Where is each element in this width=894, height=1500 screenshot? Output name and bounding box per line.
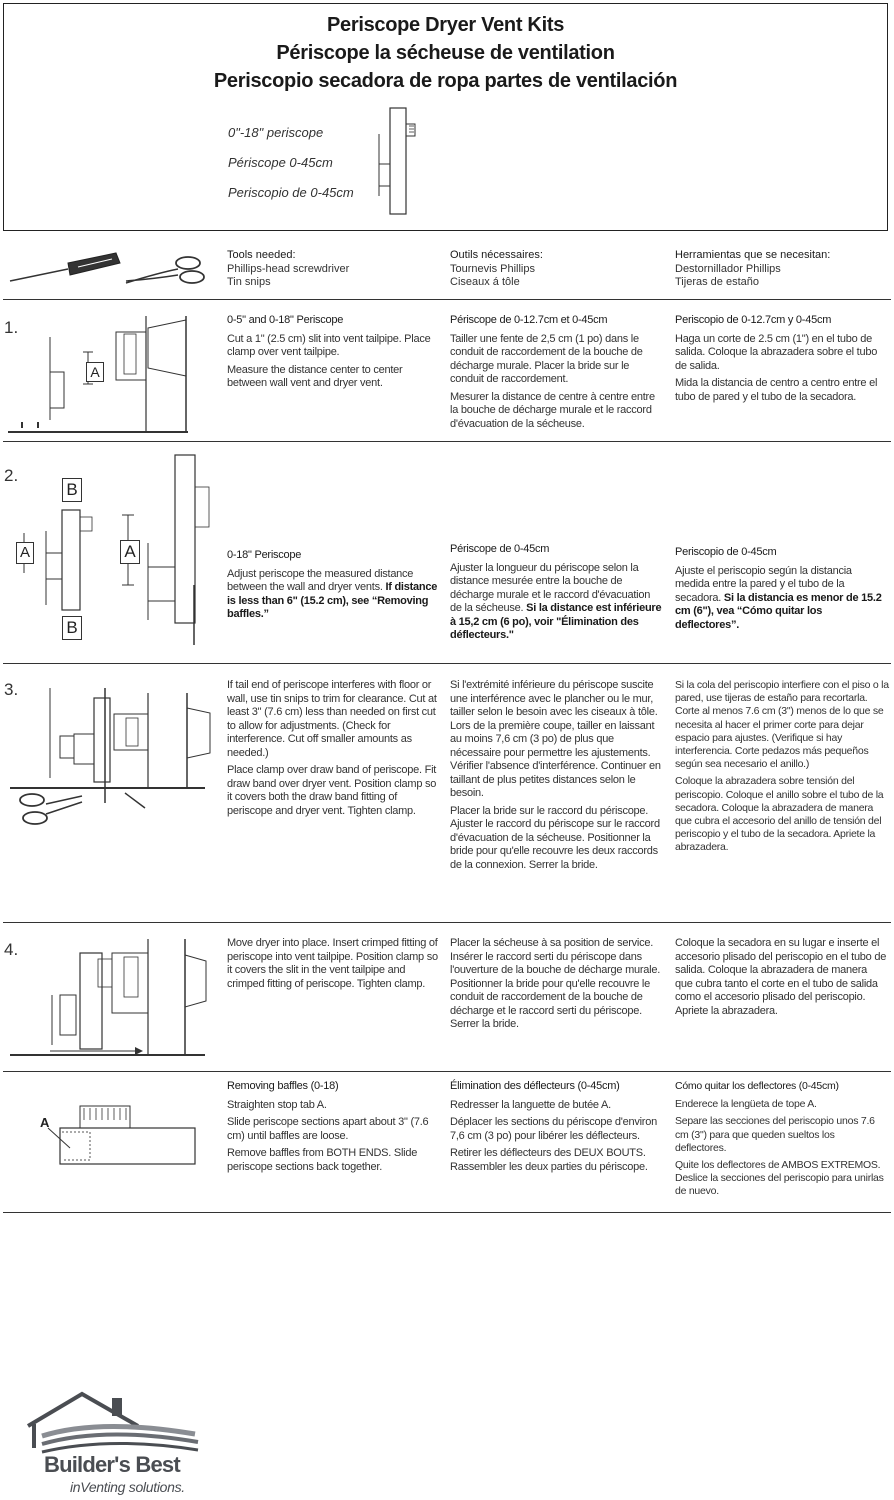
house-logo-icon	[20, 1388, 200, 1458]
step-text	[450, 562, 664, 643]
baffles-english	[227, 1080, 439, 1178]
step1-english	[227, 314, 439, 395]
title-english: Periscope Dryer Vent Kits	[326, 14, 565, 36]
tools-spanish	[675, 249, 889, 290]
step-heading: 0-5" and 0-18" Periscope	[227, 314, 344, 326]
step-text: Placer la sécheuse à sa position de service. Insérer le raccord serti du périscope dans l'ouverture de la bouche de décharge murale. Positionner la bride pour qu'elle recouvre le conduit de raccordement de la bouche de décharge et le raccord serti du périscope. Serrer la bride.	[450, 937, 661, 1030]
tool-item: Tijeras de estaño	[675, 276, 759, 288]
step-text: Cut a 1" (2.5 cm) slit into vent tailpipe. Place clamp over vent tailpipe.	[227, 332, 431, 358]
step3-french	[450, 679, 664, 876]
step-text: Retirer les déflecteurs des DEUX BOUTS. Rassembler les deux parties du périscope.	[450, 1147, 648, 1173]
step-text: Déplacer les sections du périscope d'environ 7,6 cm (3 po) pour libérer les déflecteurs.	[450, 1116, 657, 1142]
tool-item: Destornillador Phillips	[675, 262, 781, 275]
step-heading: Périscope de 0-45cm	[450, 543, 550, 555]
tools-heading: Herramientas que se necesitan:	[675, 249, 831, 261]
divider	[3, 441, 891, 442]
step2-spanish	[675, 546, 887, 636]
section-heading: Removing baffles (0-18)	[227, 1080, 339, 1092]
brand-tagline: inVenting solutions.	[70, 1479, 185, 1495]
step-warning: Si la distancia es menor de 15.2 cm (6"), vea “Cómo quitar los deflectores”.	[675, 591, 882, 631]
step3-spanish	[675, 679, 889, 859]
step1-french	[450, 314, 664, 435]
dimension-label-b: B	[62, 616, 82, 640]
step-heading: Periscopio de 0-12.7cm y 0-45cm	[675, 314, 832, 326]
periscope-overview-illustration	[374, 104, 424, 219]
step2-english	[227, 549, 439, 626]
step-number: 3.	[4, 680, 19, 699]
step-text: Si la cola del periscopio interfiere con el piso o la pared, use tijeras de estaño para recortarla. Corte al menos 7.6 cm (3") menos de lo que se necesita al hacer el primer corte para dejar espacio para ajustes. (Verifique si hay interferencia. Corte pedazos más pequeños según sea necesario el anillo.)	[675, 679, 889, 771]
step-text: Mida la distancia de centro a centro entre el tubo de pared y el tubo de la secadora.	[675, 377, 878, 403]
tool-item: Ciseaux á tôle	[450, 276, 520, 288]
tools-heading: Tools needed:	[227, 249, 296, 261]
divider	[3, 663, 891, 664]
step-text: Slide periscope sections apart about 3" (7.6 cm) until baffles are loose.	[227, 1116, 429, 1142]
step-number: 2.	[4, 466, 19, 485]
step-text: Tailler une fente de 2,5 cm (1 po) dans le conduit de raccordement de la bouche de décharge murale. Placer la bride sur le conduit de raccordement.	[450, 332, 643, 385]
step-text: Place clamp over draw band of periscope. Fit draw band over dryer vent. Position clamp so it covers both the draw band fitting of periscope and dryer vent. Tighten clamp.	[227, 764, 437, 817]
step4-english	[227, 937, 441, 995]
dimension-label-a: A	[120, 540, 140, 564]
step4-illustration	[10, 935, 210, 1060]
step-number: 1.	[4, 318, 19, 337]
step-text: Mesurer la distance de centre à centre entre la bouche de décharge murale et le raccord d'évacuation de la sécheuse.	[450, 390, 655, 430]
step-text: Adjust periscope the measured distance between the wall and dryer vents.	[227, 567, 414, 593]
title-spanish: Periscopio secadora de ropa partes de ventilación	[213, 70, 678, 92]
step-text: Enderece la lengüeta de tope A.	[675, 1098, 817, 1111]
step-text: If tail end of periscope interferes with floor or wall, use tin snips to trim for clearance. Cut at least 3" (7.6 cm) less than needed on first cut to allow for adjustments. (Check for interference. Cut off smaller amounts as needed.)	[227, 679, 437, 759]
step-text: Coloque la secadora en su lugar e inserte el accesorio plisado del periscopio en el tubo de salida. Coloque la abrazadera de manera que cubra tanto el corte en el tubo de salida como el accesorio plisado del periscopio. Apriete la abrazadera.	[675, 937, 887, 1017]
step-text: Placer la bride sur le raccord du périscope. Ajuster le raccord du périscope sur le raccord d'évacuation de la sécheuse. Positionner la bride pour qu'elle recouvre les deux raccords de la connexion. Serrer la bride.	[450, 804, 660, 871]
size-english: 0"-18" periscope	[228, 125, 324, 140]
step3-illustration	[10, 678, 220, 833]
step-text: Move dryer into place. Insert crimped fitting of periscope into vent tailpipe. Position clamp so it covers the slit in the vent tailpipe and crimped fitting of periscope. Tighten clamp.	[227, 937, 438, 990]
baffles-french	[450, 1080, 664, 1178]
title-french: Périscope la sécheuse de ventilation	[276, 42, 615, 64]
step3-english	[227, 679, 439, 822]
header-box	[3, 3, 888, 231]
tools-french	[450, 249, 660, 290]
tool-item: Tin snips	[227, 276, 271, 288]
tool-item: Tournevis Phillips	[450, 262, 535, 275]
step-text	[675, 565, 887, 633]
dimension-label-a: A	[86, 362, 104, 382]
tool-item: Phillips-head screwdriver	[227, 262, 350, 275]
step-text	[227, 568, 439, 622]
stop-tab-label: A	[40, 1115, 50, 1130]
dimension-label-a: A	[16, 542, 34, 564]
section-heading: Cómo quitar los deflectores (0-45cm)	[675, 1080, 839, 1092]
baffles-spanish	[675, 1080, 887, 1203]
tools-english	[227, 249, 437, 290]
divider	[3, 1071, 891, 1072]
step4-french	[450, 937, 664, 1036]
section-heading: Élimination des déflecteurs (0-45cm)	[450, 1080, 620, 1092]
step-heading: 0-18" Periscope	[227, 549, 302, 561]
step-text: Remove baffles from BOTH ENDS. Slide periscope sections back together.	[227, 1147, 418, 1173]
step-warning: If distance is less than 6" (15.2 cm), see “Removing baffles.”	[227, 581, 438, 620]
step-text: Redresser la languette de butée A.	[450, 1098, 611, 1111]
step2-french	[450, 543, 664, 647]
step-text: Measure the distance center to center between wall vent and dryer vent.	[227, 363, 403, 389]
step-warning: Si la distance est inférieure à 15,2 cm (6 po), voir "Élimination des déflecteurs."	[450, 602, 662, 641]
size-spanish: Periscopio de 0-45cm	[228, 185, 354, 200]
divider	[3, 922, 891, 923]
step-heading: Periscopio de 0-45cm	[675, 546, 777, 558]
divider	[3, 299, 891, 300]
step4-spanish	[675, 937, 887, 1022]
tools-heading: Outils nécessaires:	[450, 249, 543, 261]
step-heading: Périscope de 0-12.7cm et 0-45cm	[450, 314, 608, 326]
step-number: 4.	[4, 940, 19, 959]
step-text: Quite los deflectores de AMBOS EXTREMOS. Deslice la secciones del periscopio para unirlas de nuevo.	[675, 1159, 884, 1198]
brand-name: Builder's Best	[44, 1452, 180, 1477]
step2-illustration	[10, 455, 220, 645]
screwdriver-and-tin-snips-icon	[8, 245, 208, 290]
step-text: Coloque la abrazadera sobre tensión del periscopio. Coloque el anillo sobre el tubo de la secadora. Coloque la abrazadera de manera que cubra el accesorio del anillo de tensión del periscopio y el tubo de la secadora. Apriete la abrazadera.	[675, 775, 884, 854]
baffle-illustration	[40, 1100, 200, 1170]
divider	[3, 1212, 891, 1213]
step-text: Ajuster la longueur du périscope selon la distance mesurée entre la bouche de décharge murale et le raccord d'évacuation de la sécheuse.	[450, 561, 651, 614]
step-text: Separe las secciones del periscopio unos 7.6 cm (3") para que queden sueltos los deflectores.	[675, 1115, 875, 1154]
step-text: Haga un corte de 2.5 cm (1") en el tubo de salida. Coloque la abrazadera sobre el tubo de salida.	[675, 332, 878, 372]
dimension-label-b: B	[62, 478, 82, 502]
step1-spanish	[675, 314, 887, 408]
size-french: Périscope 0-45cm	[228, 155, 333, 170]
step-text: Ajuste el periscopio según la distancia medida entre la pared y el tubo de la secadora.	[675, 564, 852, 604]
step-text: Straighten stop tab A.	[227, 1098, 327, 1111]
step-text: Si l'extrémité inférieure du périscope suscite une interférence avec le plancher ou le mur, tailler selon le besoin avec les ciseaux à tôle. Lors de la première coupe, tailler en laissant au moins 7,6 cm (3 po) de plus que nécessaire pour permettre les ajustements. Vérifier l'absence d'interférence. Continuer en taillant de plus petites distances selon le besoin.	[450, 679, 661, 799]
